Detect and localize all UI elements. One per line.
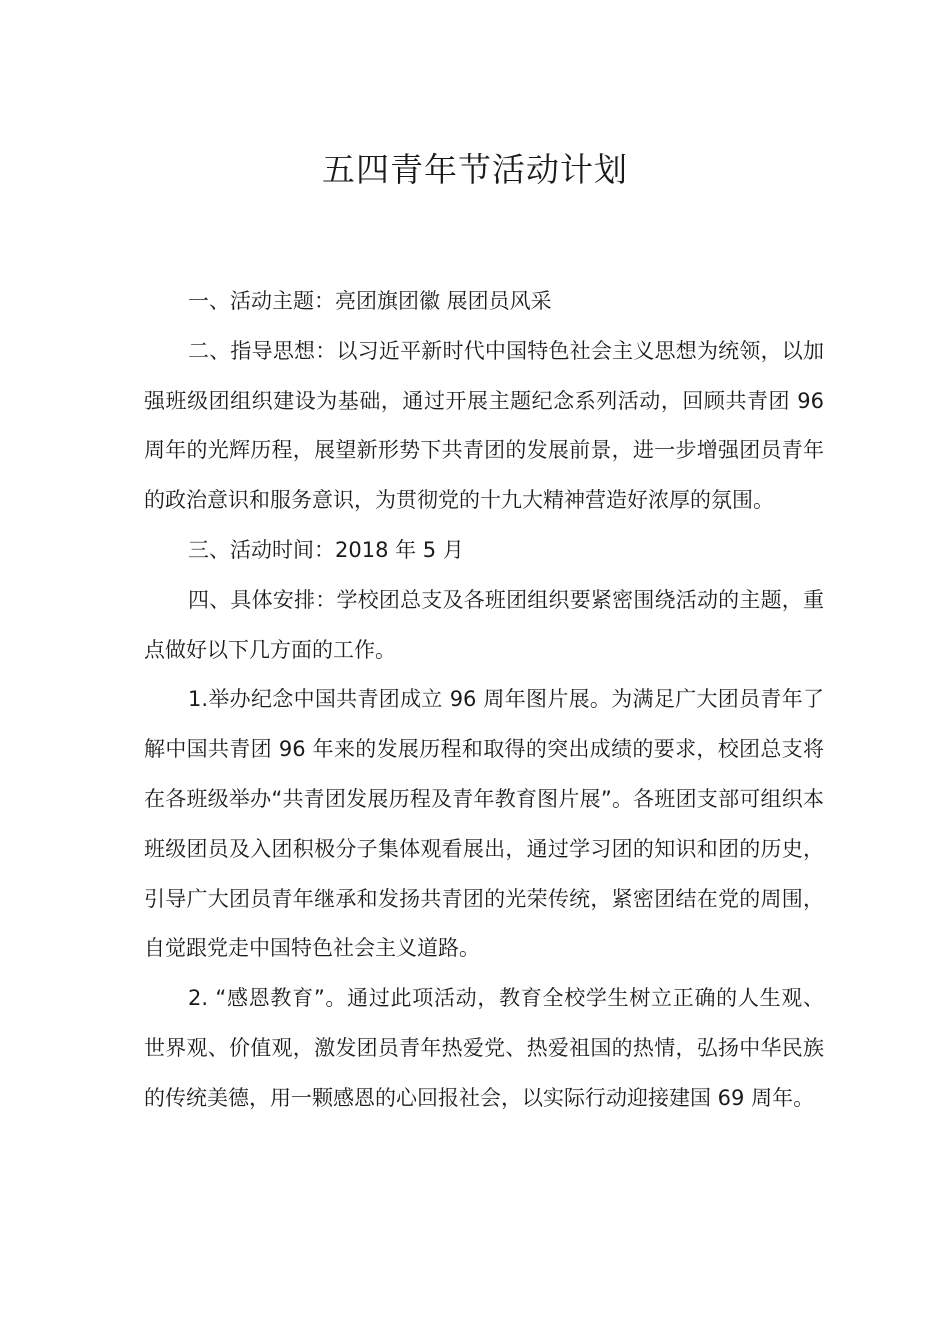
paragraph-theme: 一、活动主题：亮团旗团徽 展团员风采	[188, 289, 552, 313]
paragraph-item-photo-exhibition: 1.举办纪念中国共青团成立 96 周年图片展。为满足广大团员青年了解中国共青团 96 年来的发展历程和取得的突出成绩的要求，校团总支将在各班级举办“共青团发展历程及青年教育图片展”。各班团支部可组织本班级团员及入团积极分子集体观看展出，通过学习团的知识和团的历史，引导广大团员青年继承和发扬共青团的光荣传统，紧密团结在党的周围，自觉跟党走中国特色社会主义道路。	[144, 687, 824, 961]
document-body	[144, 277, 824, 1124]
paragraph-arrangement: 四、具体安排：学校团总支及各班团组织要紧密围绕活动的主题，重点做好以下几方面的工作。	[144, 587, 824, 662]
paragraph-guiding-thought: 二、指导思想：以习近平新时代中国特色社会主义思想为统领，以加强班级团组织建设为基础，通过开展主题纪念系列活动，回顾共青团 96 周年的光辉历程，展望新形势下共青团的发展前景，进一步增强团员青年的政治意识和服务意识，为贯彻党的十九大精神营造好浓厚的氛围。	[144, 338, 824, 513]
paragraph-item-gratitude-education: 2. “感恩教育”。通过此项活动，教育全校学生树立正确的人生观、世界观、价值观，激发团员青年热爱党、热爱祖国的热情，弘扬中华民族的传统美德，用一颗感恩的心回报社会，以实际行动迎接建国 69 周年。	[144, 986, 824, 1110]
document-title: 五四青年节活动计划	[322, 150, 628, 189]
paragraph-activity-time: 三、活动时间：2018 年 5 月	[188, 537, 464, 562]
